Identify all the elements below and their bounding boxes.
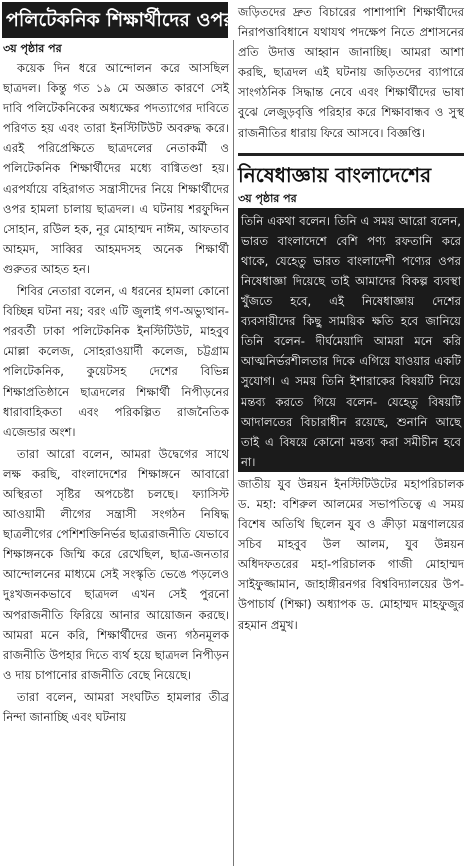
article1-continuation-note: ৩য় পৃষ্ঠার পর: [3, 42, 62, 55]
article1-paragraph-4: তারা বলেন, আমরা সংঘটিত হামলার তীব্র নিন্দা জানাচ্ছি এবং ঘটনায়: [3, 689, 229, 724]
article2-headline: নিষেধাজ্ঞায় বাংলাদেশের: [238, 153, 464, 190]
article2-continuation-note: ৩য় পৃষ্ঠার পর: [238, 191, 297, 205]
article1-paragraph-2: শিবির নেতারা বলেন, এ ধরনের হামলা কোনো বিচ্ছিন্ন ঘটনা নয়; বরং এটি জুলাই গণ-অভ্যুত্থান-পরবর্তী ঢাকা পলিটেকনিক ইনস্টিটিউট, মাহবুব মোল্লা কলেজ, সোহরাওয়ার্দী কলেজ, চট্টগ্রাম পলিটেকনিক, কুয়েটসহ দেশের বিভিন্ন শিক্ষাপ্রতিষ্ঠানে ছাত্রদলের শিক্ষার্থী নিপীড়নের ধারাবাহিকতা এবং পরিকল্পিত রাজনৈতিক এজেন্ডার অংশ।: [3, 284, 229, 439]
right-column: [238, 2, 464, 866]
article1-paragraph-3: তারা আরো বলেন, আমরা উদ্বেগের সাথে লক্ষ করছি, বাংলাদেশের শিক্ষাঙ্গনে আবারো অস্থিরতা সৃষ্টির অপচেষ্টা চলছে। ফ্যাসিস্ট আওয়ামী লীগের সন্ত্রাসী সংগঠন নিষিদ্ধ ছাত্রলীগের পেশিশক্তিনির্ভর ছাত্ররাজনীতি যেভাবে শিক্ষাঙ্গনকে জিম্মি করে রেখেছিল, ছাত্র-জনতার আন্দোলনের মাধ্যমে সেই সংস্কৃতি ভেঙে পড়লেও দুঃখজনকভাবে ছাত্রদল এখন সেই পুরনো অপরাজনীতি ফিরিয়ে আনার আয়োজন করছে। আমরা মনে করি, শিক্ষার্থীদের জন্য গঠনমূলক রাজনীতি উপহার দিতে ব্যর্থ হয়ে ছাত্রদল নিপীড়ন ও দায় চাপানোর রাজনীতি বেছে নিয়েছে।: [3, 446, 229, 682]
column-divider: [233, 40, 234, 866]
article1-paragraph-1: কয়েক দিন ধরে আন্দোলন করে আসছিল ছাত্রদল। কিন্তু গত ১৯ মে অজ্ঞাত কারণে সেই দাবি পলিটেকনিকের অধ্যক্ষের পদত্যাগের দাবিতে পরিণত হয় এবং তারা ইনস্টিটিউট অবরুদ্ধ করে। এরই পরিপ্রেক্ষিতে ছাত্রদলের নেতাকর্মী ও পলিটেকনিক শিক্ষার্থীদের মধ্যে বাগ্বিতণ্ডা হয়। এরপর্যায়ে বহিরাগত সন্ত্রাসীদের নিয়ে শিক্ষার্থীদের ওপর হামলা চালায় ছাত্রদল। এ ঘটনায় শরফুদ্দিন সোহান, রউিল হক, নূর মোহাম্মদ নাঈম, আফতাব আহমদ, সাব্বির আহমদসহ অনেক শিক্ষার্থী গুরুতর আহত হন।: [3, 61, 229, 276]
article2-highlight-box: [238, 208, 464, 472]
article1-paragraph-continued: জড়িতদের দ্রুত বিচারের পাশাপাশি শিক্ষার্থীদের নিরাপত্তাবিধানে যথাযথ পদক্ষেপ নিতে প্রশাসনের প্রতি উদাত্ত আহ্বান জানাচ্ছি। আমরা আশা করছি, ছাত্রদল এই ঘটনায় জড়িতদের ব্যাপারে সাংগঠনিক সিদ্ধান্ত নেবে এবং শিক্ষার্থীদের ভাষা বুঝে লেজুড়বৃত্তি পরিহার করে শিক্ষাবান্ধব ও সুস্থ রাজনীতির ধারায় ফিরে আসবে। বিজ্ঞপ্তি।: [238, 5, 464, 140]
article2-body-paragraph: জাতীয় যুব উন্নয়ন ইনস্টিটিউটের মহাপরিচালক ড. মহা: বশিরুল আলমের সভাপতিত্বে এ সময় বিশেষ অতিথি ছিলেন যুব ও ক্রীড়া মন্ত্রণালয়ের সচিব মাহবুব উল আলম, যুব উন্নয়ন অধিদফতরের মহা-পরিচালক গাজী মোহাম্মদ সাইফুজ্জামান, জাহাঙ্গীরনগর বিশ্ববিদ্যালয়ের উপ-উপাচার্য (শিক্ষা) অধ্যাপক ড. মোহাম্মদ মাহফুজুর রহমান প্রমুখ।: [238, 476, 464, 632]
article1-left-column: [3, 42, 229, 866]
article1-headline: পলিটেকনিক শিক্ষার্থীদের ওপর হামলার: [2, 2, 228, 38]
article2-highlight-paragraph: তিনি একথা বলেন। তিনি এ সময় আরো বলেন, ভারত বাংলাদেশে বেশি পণ্য রফতানি করে থাকে, যেহেতু ভারত বাংলাদেশী পণ্যের ওপর নিষেধাজ্ঞা দিয়েছে তাই আমাদের বিকল্প ব্যবস্থা খুঁজতে হবে, এই নিষেধাজ্ঞায় দেশের ব্যবসায়ীদের কিছু সাময়িক ক্ষতি হবে জানিয়ে তিনি বলেন- দীর্ঘমেয়াদি আমরা মনে করি আত্মনির্ভরশীলতার দিকে এগিয়ে যাওয়ার একটি সুযোগ। এ সময় তিনি ইশারাকের বিষয়টি নিয়ে মন্তব্য করতে গিয়ে বলেন- যেহেতু বিষয়টি আদালতের বিচারাধীন রয়েছে, শুনানি আছে তাই এ বিষয়ে কোনো মন্তব্য করা সমীচীন হবে না।: [241, 213, 461, 469]
